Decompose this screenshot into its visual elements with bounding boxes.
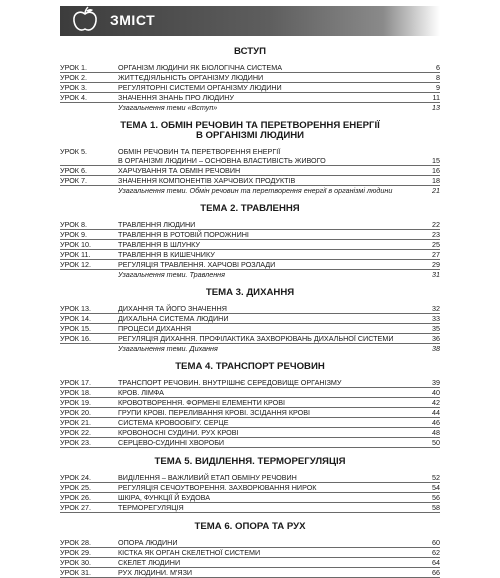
- lesson-number: УРОК 16.: [60, 334, 91, 343]
- page-number: 42: [432, 398, 440, 407]
- toc-entry[interactable]: [60, 240, 440, 250]
- page-number: 11: [432, 93, 440, 102]
- page-number: 46: [432, 418, 440, 427]
- lesson-title: ШКІРА, ФУНКЦІЇ Й БУДОВА: [118, 493, 211, 502]
- lesson-number: УРОК 15.: [60, 324, 91, 333]
- lesson-number: УРОК 3.: [60, 83, 87, 92]
- lesson-number: УРОК 6.: [60, 166, 87, 175]
- page-number: 35: [432, 324, 440, 333]
- page-number: 48: [432, 428, 440, 437]
- toc-entry[interactable]: [60, 548, 440, 558]
- lesson-title: ЗНАЧЕННЯ КОМПОНЕНТІВ ХАРЧОВИХ ПРОДУКТІВ: [118, 176, 296, 185]
- toc-entry[interactable]: [60, 73, 440, 83]
- page-number: 18: [432, 176, 440, 185]
- lesson-title: КРОВОНОСНІ СУДИНИ. РУХ КРОВІ: [118, 428, 239, 437]
- lesson-number: УРОК 11.: [60, 250, 91, 259]
- lesson-title: ОРГАНІЗМ ЛЮДИНИ ЯК БІОЛОГІЧНА СИСТЕМА: [118, 63, 282, 72]
- section-spacer: [60, 353, 440, 361]
- lesson-number: УРОК 18.: [60, 388, 91, 397]
- page-number: 25: [432, 240, 440, 249]
- section-title: ТЕМА 6. ОПОРА ТА РУХ: [194, 521, 306, 532]
- page-number: 40: [432, 388, 440, 397]
- page-number: 52: [432, 473, 440, 482]
- lesson-number: УРОК 27.: [60, 503, 91, 512]
- lesson-number: УРОК 21.: [60, 418, 91, 427]
- toc-entry[interactable]: [60, 83, 440, 93]
- toc-entry[interactable]: [60, 483, 440, 493]
- lesson-number: УРОК 28.: [60, 538, 91, 547]
- page-number: 6: [436, 63, 440, 72]
- page-number: 60: [432, 538, 440, 547]
- page-number: 38: [432, 344, 440, 353]
- page-number: 22: [432, 220, 440, 229]
- lesson-title: ВИДІЛЕННЯ – ВАЖЛИВИЙ ЕТАП ОБМІНУ РЕЧОВИН: [118, 473, 297, 482]
- page-number: 15: [432, 156, 440, 165]
- lesson-title: ХАРЧУВАННЯ ТА ОБМІН РЕЧОВИН: [118, 166, 241, 175]
- page-number: 21: [432, 186, 440, 195]
- toc-entry[interactable]: [60, 93, 440, 103]
- lesson-title: ОПОРА ЛЮДИНИ: [118, 538, 178, 547]
- page-number: 44: [432, 408, 440, 417]
- page-number: 9: [436, 83, 440, 92]
- section-title: ТЕМА 4. ТРАНСПОРТ РЕЧОВИН: [175, 361, 325, 372]
- toc-entry[interactable]: [60, 166, 440, 176]
- page-number: 62: [432, 548, 440, 557]
- toc-entry[interactable]: [60, 314, 440, 324]
- lesson-title: В ОРГАНІЗМІ ЛЮДИНИ – ОСНОВНА ВЛАСТИВІСТЬ ЖИВОГО: [118, 156, 326, 165]
- page-number: 33: [432, 314, 440, 323]
- toc-entry[interactable]: [60, 418, 440, 428]
- lesson-number: УРОК 24.: [60, 473, 91, 482]
- toc-entry[interactable]: [60, 147, 440, 156]
- apple-icon: [70, 5, 100, 35]
- toc-entry[interactable]: [60, 503, 440, 513]
- lesson-number: УРОК 2.: [60, 73, 87, 82]
- page-number: 56: [432, 493, 440, 502]
- lesson-number: УРОК 19.: [60, 398, 91, 407]
- toc-entry[interactable]: [60, 558, 440, 568]
- page-number: 39: [432, 378, 440, 387]
- lesson-number: УРОК 26.: [60, 493, 91, 502]
- toc-entry[interactable]: [60, 473, 440, 483]
- lesson-title: ДИХАЛЬНА СИСТЕМА ЛЮДИНИ: [118, 314, 229, 323]
- lesson-number: УРОК 8.: [60, 220, 87, 229]
- section-title: ТЕМА 2. ТРАВЛЕННЯ: [200, 203, 300, 214]
- toc-entry[interactable]: [60, 378, 440, 388]
- toc-entry[interactable]: [60, 63, 440, 73]
- lesson-title: СЕРЦЕВО-СУДИННІ ХВОРОБИ: [118, 438, 225, 447]
- lesson-title: КРОВОТВОРЕННЯ. ФОРМЕНІ ЕЛЕМЕНТИ КРОВІ: [118, 398, 286, 407]
- lesson-number: УРОК 4.: [60, 93, 87, 102]
- lesson-number: УРОК 30.: [60, 558, 91, 567]
- toc-entry[interactable]: [60, 438, 440, 448]
- toc-entry[interactable]: [60, 220, 440, 230]
- lesson-title: РЕГУЛЯЦІЯ ТРАВЛЕННЯ. ХАРЧОВІ РОЗЛАДИ: [118, 260, 276, 269]
- summary-entry[interactable]: [60, 270, 440, 279]
- summary-entry[interactable]: [60, 103, 440, 112]
- lesson-title: ДИХАННЯ ТА ЙОГО ЗНАЧЕННЯ: [118, 304, 227, 313]
- lesson-title: ЖИТТЄДІЯЛЬНІСТЬ ОРГАНІЗМУ ЛЮДИНИ: [118, 73, 264, 82]
- lesson-number: УРОК 13.: [60, 304, 91, 313]
- summary-entry[interactable]: [60, 186, 440, 195]
- section-title: ВСТУП: [234, 46, 266, 57]
- section-title: В ОРГАНІЗМІ ЛЮДИНИ: [195, 130, 305, 141]
- page-number: 50: [432, 438, 440, 447]
- summary-title: Узагальнення теми. Дихання: [118, 344, 218, 353]
- lesson-title: ТРАНСПОРТ РЕЧОВИН. ВНУТРІШНЄ СЕРЕДОВИЩЕ ОРГАНІЗМУ: [118, 378, 342, 387]
- summary-title: Узагальнення теми. Обмін речовин та перетворення енергії в організмі людини: [118, 186, 393, 195]
- lesson-title: ТРАВЛЕННЯ В ШЛУНКУ: [118, 240, 200, 249]
- section-title: ТЕМА 5. ВИДІЛЕННЯ. ТЕРМОРЕГУЛЯЦІЯ: [154, 456, 346, 467]
- page-number: 29: [432, 260, 440, 269]
- lesson-number: УРОК 5.: [60, 147, 87, 156]
- toc-entry[interactable]: [60, 388, 440, 398]
- toc-entry[interactable]: [60, 324, 440, 334]
- toc-entry[interactable]: [60, 398, 440, 408]
- toc-entry[interactable]: [60, 428, 440, 438]
- toc-entry[interactable]: [60, 230, 440, 240]
- section-title: ТЕМА 1. ОБМІН РЕЧОВИН ТА ПЕРЕТВОРЕННЯ ЕНЕРГІЇ: [120, 120, 380, 131]
- lesson-number: УРОК 9.: [60, 230, 87, 239]
- lesson-title: ТРАВЛЕННЯ ЛЮДИНИ: [118, 220, 196, 229]
- lesson-title: РЕГУЛЯЦІЯ ДИХАННЯ. ПРОФІЛАКТИКА ЗАХВОРЮВАНЬ ДИХАЛЬНОЇ СИСТЕМИ: [118, 334, 394, 343]
- page-number: 16: [432, 166, 440, 175]
- lesson-number: УРОК 1.: [60, 63, 87, 72]
- toc-entry[interactable]: [60, 568, 440, 578]
- lesson-number: УРОК 12.: [60, 260, 91, 269]
- page-number: 31: [432, 270, 440, 279]
- page-number: 66: [432, 568, 440, 577]
- summary-title: Узагальнення теми «Вступ»: [118, 103, 218, 112]
- lesson-number: УРОК 23.: [60, 438, 91, 447]
- page-number: 54: [432, 483, 440, 492]
- page-number: 8: [436, 73, 440, 82]
- toc-entry[interactable]: [60, 408, 440, 418]
- page-number: 64: [432, 558, 440, 567]
- lesson-number: УРОК 7.: [60, 176, 87, 185]
- lesson-title: ТРАВЛЕННЯ В КИШЕЧНИКУ: [118, 250, 215, 259]
- page-number: 23: [432, 230, 440, 239]
- lesson-title: СКЕЛЕТ ЛЮДИНИ: [118, 558, 181, 567]
- lesson-number: УРОК 31.: [60, 568, 91, 577]
- lesson-number: УРОК 29.: [60, 548, 91, 557]
- lesson-title: РУХ ЛЮДИНИ. М'ЯЗИ: [118, 568, 193, 577]
- lesson-title: ГРУПИ КРОВІ. ПЕРЕЛИВАННЯ КРОВІ. ЗСІДАННЯ КРОВІ: [118, 408, 311, 417]
- lesson-title: ТЕРМОРЕГУЛЯЦІЯ: [118, 503, 184, 512]
- lesson-title: ОБМІН РЕЧОВИН ТА ПЕРЕТВОРЕННЯ ЕНЕРГІЇ: [118, 147, 281, 156]
- section-spacer: [60, 195, 440, 203]
- section-spacer: [60, 513, 440, 521]
- toc-entry[interactable]: [60, 250, 440, 260]
- toc-entry[interactable]: [60, 334, 440, 344]
- lesson-title: ПРОЦЕСИ ДИХАННЯ: [118, 324, 192, 333]
- toc-entry[interactable]: [60, 304, 440, 314]
- lesson-number: УРОК 17.: [60, 378, 91, 387]
- lesson-number: УРОК 14.: [60, 314, 91, 323]
- page-number: 13: [432, 103, 440, 112]
- page-number: 32: [432, 304, 440, 313]
- section-spacer: [60, 448, 440, 456]
- lesson-title: КІСТКА ЯК ОРГАН СКЕЛЕТНОЇ СИСТЕМИ: [118, 548, 261, 557]
- section-spacer: [60, 112, 440, 120]
- lesson-number: УРОК 22.: [60, 428, 91, 437]
- page-number: 36: [432, 334, 440, 343]
- lesson-number: УРОК 10.: [60, 240, 91, 249]
- table-of-contents: [60, 46, 440, 578]
- lesson-title: КРОВ. ЛІМФА: [118, 388, 164, 397]
- toc-entry[interactable]: [60, 176, 440, 186]
- toc-entry[interactable]: [60, 538, 440, 548]
- lesson-title: ТРАВЛЕННЯ В РОТОВІЙ ПОРОЖНИНІ: [118, 230, 249, 239]
- section-spacer: [60, 279, 440, 287]
- lesson-title: СИСТЕМА КРОВООБІГУ. СЕРЦЕ: [118, 418, 229, 427]
- lesson-title: РЕГУЛЯТОРНІ СИСТЕМИ ОРГАНІЗМУ ЛЮДИНИ: [118, 83, 282, 92]
- page-title: ЗМІСТ: [110, 12, 156, 28]
- lesson-number: УРОК 25.: [60, 483, 91, 492]
- page-number: 27: [432, 250, 440, 259]
- lesson-number: УРОК 20.: [60, 408, 91, 417]
- page-number: 58: [432, 503, 440, 512]
- toc-entry[interactable]: [60, 260, 440, 270]
- section-title: ТЕМА 3. ДИХАННЯ: [205, 287, 295, 298]
- toc-entry[interactable]: [60, 493, 440, 503]
- lesson-title: РЕГУЛЯЦІЯ СЕЧОУТВОРЕННЯ. ЗАХВОРЮВАННЯ НИРОК: [118, 483, 317, 492]
- lesson-title: ЗНАЧЕННЯ ЗНАНЬ ПРО ЛЮДИНУ: [118, 93, 234, 102]
- summary-entry[interactable]: [60, 344, 440, 353]
- toc-entry[interactable]: [60, 156, 440, 166]
- summary-title: Узагальнення теми. Травлення: [118, 270, 225, 279]
